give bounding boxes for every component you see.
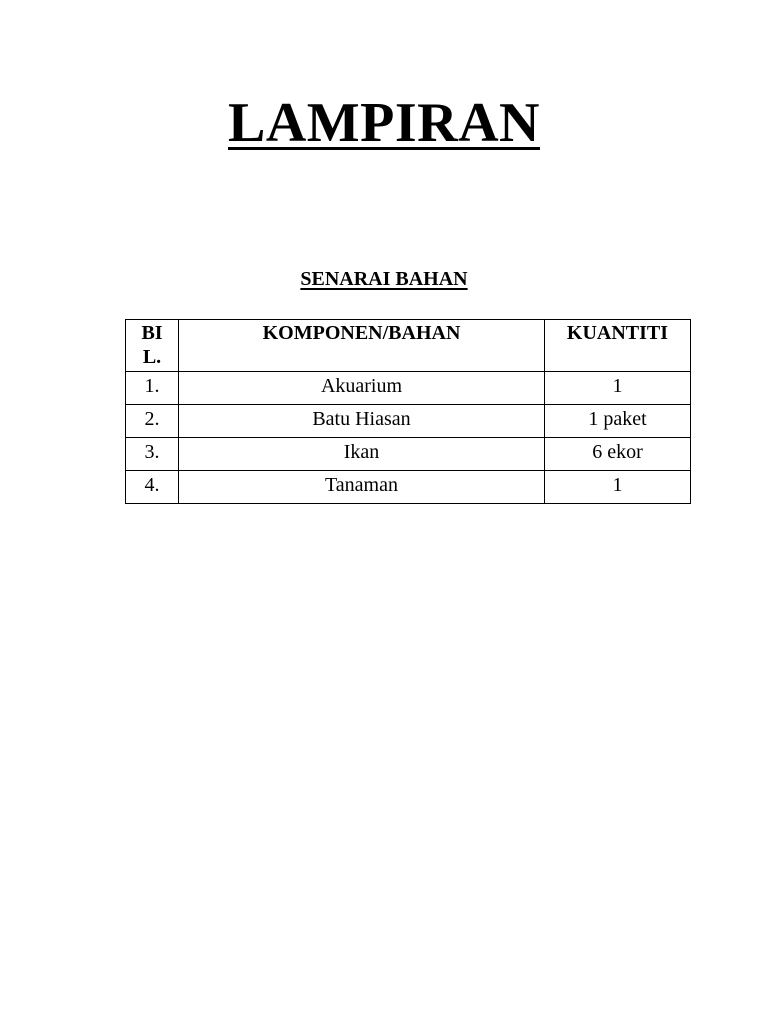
- table-row: [126, 372, 691, 405]
- cell-component: Akuarium: [179, 372, 545, 405]
- table-row: [126, 405, 691, 438]
- cell-bil: 1.: [126, 372, 179, 405]
- cell-bil: 4.: [126, 471, 179, 504]
- header-bil: [126, 320, 179, 372]
- table-row: [126, 438, 691, 471]
- cell-quantity: 1: [545, 471, 691, 504]
- table-header-row: [126, 320, 691, 372]
- section-title: [0, 266, 768, 292]
- section-title-text: SENARAI BAHAN: [300, 268, 468, 290]
- header-bil-text: BIL.: [141, 322, 163, 368]
- cell-quantity: 6 ekor: [545, 438, 691, 471]
- cell-component: Tanaman: [179, 471, 545, 504]
- page-title: [0, 88, 768, 158]
- cell-bil: 2.: [126, 405, 179, 438]
- cell-bil: 3.: [126, 438, 179, 471]
- cell-component: Ikan: [179, 438, 545, 471]
- table-row: [126, 471, 691, 504]
- header-quantity: KUANTITI: [545, 320, 691, 372]
- cell-quantity: 1: [545, 372, 691, 405]
- page-title-text: LAMPIRAN: [228, 92, 540, 154]
- materials-table: [125, 319, 691, 504]
- cell-quantity: 1 paket: [545, 405, 691, 438]
- cell-component: Batu Hiasan: [179, 405, 545, 438]
- header-component: KOMPONEN/BAHAN: [179, 320, 545, 372]
